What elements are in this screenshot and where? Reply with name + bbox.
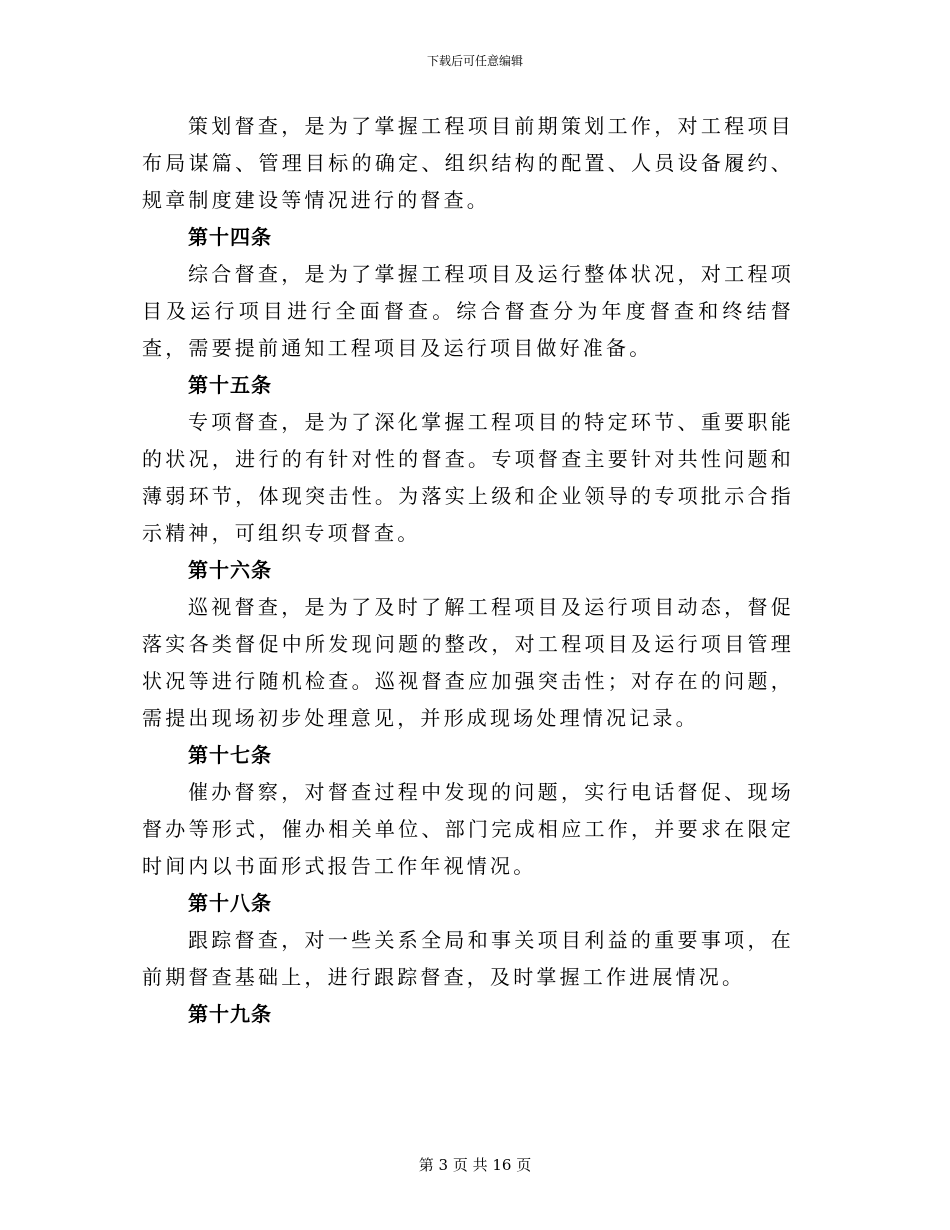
paragraph-special-inspection: 专项督查，是为了深化掌握工程项目的特定环节、重要职能的状况，进行的有针对性的督查。专项督查主要针对共性问题和薄弱环节，体现突击性。为落实上级和企业领导的专项批示合指示精神，可组织专项督查。 [142, 410, 794, 545]
paragraph-patrol-inspection: 巡视督查，是为了及时了解工程项目及运行项目动态，督促落实各类督促中所发现问题的整改，对工程项目及运行项目管理状况等进行随机检查。巡视督查应加强突击性；对存在的问题，需提出现场初步处理意见，并形成现场处理情况记录。 [142, 595, 794, 730]
paragraph-urging-supervision: 催办督察，对督查过程中发现的问题，实行电话督促、现场督办等形式，催办相关单位、部门完成相应工作，并要求在限定时间内以书面形式报告工作年视情况。 [142, 780, 794, 878]
article-heading-18: 第十八条 [188, 891, 272, 915]
article-heading-15: 第十五条 [188, 373, 272, 397]
paragraph-planning-inspection: 策划督查，是为了掌握工程项目前期策划工作，对工程项目布局谋篇、管理目标的确定、组织结构的配置、人员设备履约、规章制度建设等情况进行的督查。 [142, 114, 794, 212]
article-heading-16: 第十六条 [188, 558, 272, 582]
page-header: 下载后可任意编辑 [426, 54, 523, 68]
paragraph-comprehensive-inspection: 综合督查，是为了掌握工程项目及运行整体状况，对工程项目及运行项目进行全面督查。综合督查分为年度督查和终结督查，需要提前通知工程项目及运行项目做好准备。 [142, 262, 794, 360]
article-heading-14: 第十四条 [188, 225, 272, 249]
article-heading-17: 第十七条 [188, 743, 272, 767]
article-heading-19: 第十九条 [188, 1002, 272, 1026]
page-footer: 第 3 页 共 16 页 [418, 1156, 532, 1174]
document-body [142, 108, 794, 1033]
paragraph-tracking-inspection: 跟踪督查，对一些关系全局和事关项目利益的重要事项，在前期督查基础上，进行跟踪督查，及时掌握工作进展情况。 [142, 928, 794, 989]
